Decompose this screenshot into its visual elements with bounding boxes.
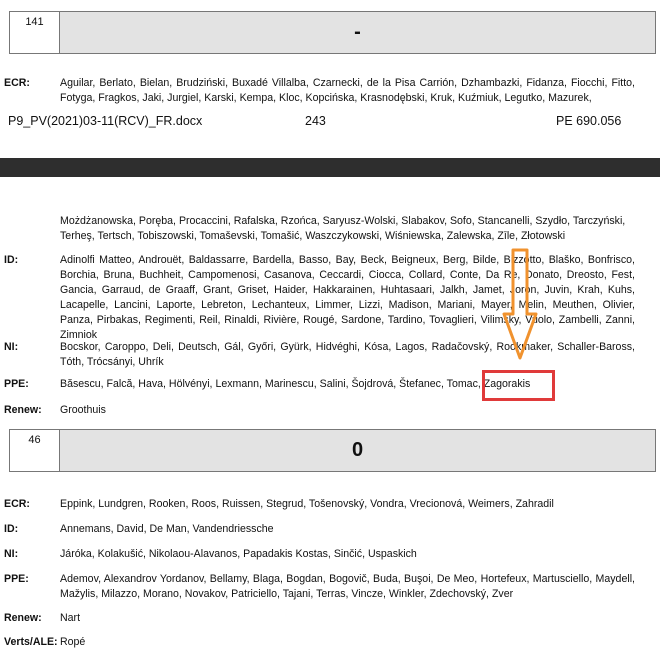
group-label: ID: <box>4 254 19 266</box>
footer-ref: PE 690.056 <box>556 114 622 128</box>
group-row-id <box>4 253 635 343</box>
arrow-annotation-icon <box>500 248 540 364</box>
group-names: Ropé <box>60 636 86 648</box>
group-row-ni <box>4 340 635 370</box>
group-names: Ademov, Alexandrov Yordanov, Bellamy, Blaga, Bogdan, Bogovič, Buda, Buşoi, De Meo, Hortefeux, Martusciello, Maydell, Mažylis, Milazzo, Morano, Novakov, Patriciello, Tajani, Terras, Vincze, Winkler, Zdechovský, Zver <box>60 573 635 600</box>
group-names: Járóka, Kolakušić, Nikolaou-Alavanos, Papadakis Kostas, Sinčić, Uspaskich <box>60 548 417 560</box>
ecr-continuation: Możdżanowska, Poręba, Procaccini, Rafalska, Rzońca, Saryusz-Wolski, Slabakov, Sofo, Stancanelli, Szydło, Tarczyński, Terheş, Tertsch, Tobiszowski, Tomaševski, Tomašić, Waszczykowski, Wiśniewska, Zalewska, Zīle, Złotowski <box>60 215 626 242</box>
group-label: Renew: <box>4 612 42 624</box>
group-row-renew <box>4 403 635 418</box>
page-separator <box>0 158 660 177</box>
group-names: Bocskor, Caroppo, Deli, Deutsch, Gál, Győri, Gyürk, Hidvéghi, Kósa, Lagos, Radačovský, Rookmaker, Schaller-Baross, Tóth, Trócsányi, Uhrík <box>60 341 635 368</box>
group-names: Aguilar, Berlato, Bielan, Brudziński, Buxadé Villalba, Czarnecki, de la Pisa Carrión, Dzhambazki, Fidanza, Fiocchi, Fitto, Fotyga, Fragkos, Jaki, Jurgiel, Karski, Kempa, Kloc, Kopcińska, Krasnodębski, Kruk, Kuźmiuk, Legutko, Mazurek, <box>60 77 635 104</box>
group-names: Eppink, Lundgren, Rooken, Roos, Ruissen, Stegrud, Tošenovský, Vondra, Vrecionová, Weimers, Zahradil <box>60 498 554 510</box>
group-row-id <box>4 522 635 537</box>
vote-box-top <box>9 11 656 54</box>
footer-doc-name: P9_PV(2021)03-11(RCV)_FR.docx <box>8 114 203 128</box>
group-row-ecr <box>4 76 635 106</box>
vote-result: 0 <box>60 430 655 471</box>
group-row-ppe <box>4 572 635 602</box>
footer-page-number: 243 <box>305 114 326 128</box>
group-row-verts <box>4 635 635 650</box>
group-label: ECR: <box>4 77 30 89</box>
group-label: Verts/ALE: <box>4 636 58 648</box>
group-label: PPE: <box>4 573 29 585</box>
group-row-ni <box>4 547 635 562</box>
group-label: Renew: <box>4 404 42 416</box>
group-names: Groothuis <box>60 404 106 416</box>
highlight-box <box>482 370 555 401</box>
vote-box-bottom <box>9 429 656 472</box>
vote-count: 46 <box>10 430 60 471</box>
group-label: PPE: <box>4 378 29 390</box>
group-names: Adinolfi Matteo, Androuët, Baldassarre, Bardella, Basso, Bay, Beck, Beigneux, Berg, Bilde, Bizzotto, Blaško, Bonfrisco, Borchia, Bruna, Buchheit, Campomenosi, Casanova, Ceccardi, Ciocca, Collard, Conte, Da Re, Donato, Dreosto, Fest, Gancia, Garraud, de Graaff, Grant, Griset, Haider, Hakkarainen, Huhtasaari, Jalkh, Jamet, Joron, Juvin, Krah, Kuhs, Lacapelle, Lancini, Laporte, Lebreton, Lechanteux, Limmer, Lizzi, Madison, Mariani, Mayer, Melin, Meuthen, Olivier, Panza, Pirbakas, Regimenti, Reil, Rinaldi, Rivière, Rougé, Sardone, Tardino, Tovaglieri, Vilimsky, Vuolo, Zambelli, Zanni, Zimniok <box>60 254 635 341</box>
group-names: Nart <box>60 612 81 624</box>
vote-count: 141 <box>10 12 60 53</box>
group-row-renew <box>4 611 635 626</box>
group-names: Băsescu, Falcă, Hava, Hölvényi, Lexmann, Marinescu, Salini, Šojdrová, Štefanec, Tomac, Zagorakis <box>60 378 531 390</box>
vote-result: - <box>60 12 655 53</box>
group-label: NI: <box>4 548 19 560</box>
group-label: ID: <box>4 523 19 535</box>
group-label: NI: <box>4 341 19 353</box>
group-names: Annemans, David, De Man, Vandendriessche <box>60 523 274 535</box>
group-row-ecr <box>4 497 635 512</box>
group-label: ECR: <box>4 498 30 510</box>
